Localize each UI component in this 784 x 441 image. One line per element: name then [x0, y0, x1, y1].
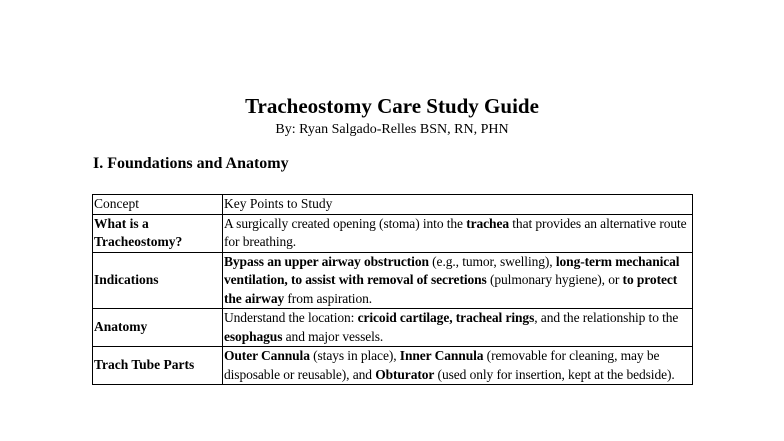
key-points-cell: Bypass an upper airway obstruction (e.g., tumor, swelling), long-term mechanical ventilation, to assist with removal of secretions (pulmonary hygiene), or to protect the airway from aspiration. — [223, 252, 693, 309]
table-row — [93, 252, 693, 309]
key-points-cell: Understand the location: cricoid cartilage, tracheal rings, and the relationship to the esophagus and major vessels. — [223, 309, 693, 347]
section-heading: I. Foundations and Anatomy — [93, 155, 289, 172]
table-header-row — [93, 195, 693, 215]
column-header-concept: Concept — [93, 195, 223, 215]
table-row — [93, 214, 693, 252]
document-title: Tracheostomy Care Study Guide — [245, 94, 539, 118]
study-guide-table — [92, 194, 693, 385]
table-row — [93, 309, 693, 347]
key-points-cell: Outer Cannula (stays in place), Inner Cannula (removable for cleaning, may be disposable or reusable), and Obturator (used only for insertion, kept at the bedside). — [223, 347, 693, 385]
key-points-cell: A surgically created opening (stoma) into the trachea that provides an alternative route for breathing. — [223, 214, 693, 252]
concept-cell: Trach Tube Parts — [93, 347, 223, 385]
concept-cell: What is a Tracheostomy? — [93, 214, 223, 252]
author-byline: By: Ryan Salgado-Relles BSN, RN, PHN — [275, 122, 509, 137]
concept-cell: Anatomy — [93, 309, 223, 347]
concept-cell: Indications — [93, 252, 223, 309]
column-header-key-points: Key Points to Study — [223, 195, 693, 215]
table-row — [93, 347, 693, 385]
